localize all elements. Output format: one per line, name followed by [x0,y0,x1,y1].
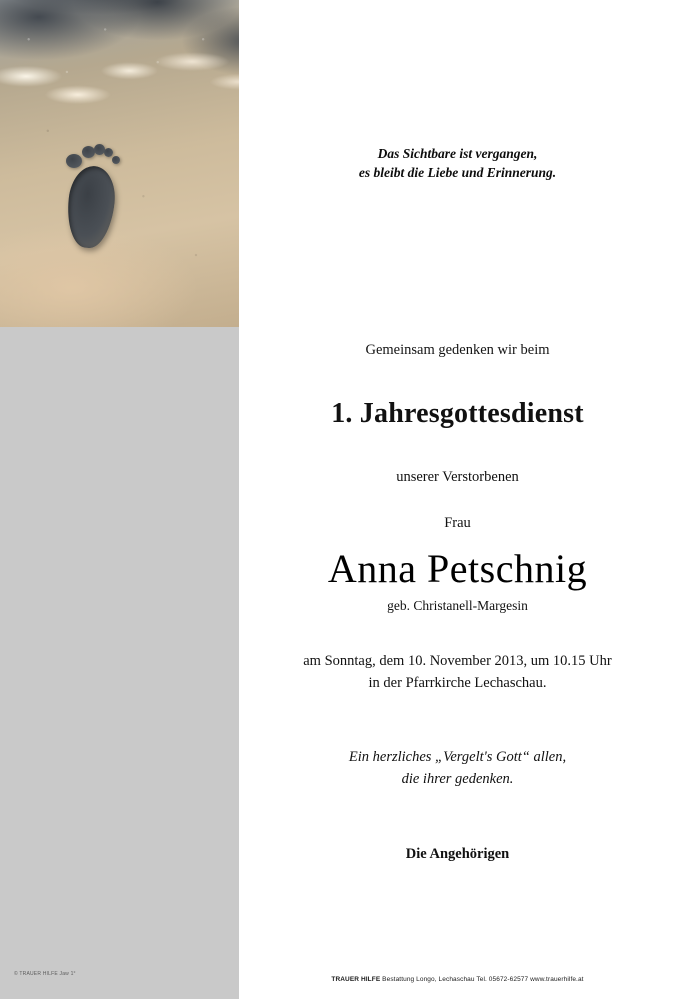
footprint-toe [66,154,82,168]
verse-block [239,144,676,182]
thanks-line-2: die ihrer gedenken. [401,771,514,787]
image-credit: © TRAUER HILFE Jaw 1° [14,971,76,977]
footer-imprint [239,976,676,983]
intro-text: Gemeinsam gedenken wir beim [365,342,550,358]
footprint-in-sand-photo [0,0,239,327]
service-details [239,650,676,694]
thanks-line-1: Ein herzliches „Vergelt's Gott“ allen, [348,749,567,765]
signature-text: Die Angehörigen [405,846,510,862]
verse-line-2: es bleibt die Liebe und Erinnerung. [358,165,557,180]
deceased-name: Anna Petschnig [327,546,588,591]
footprint-toe [104,148,113,157]
verse-line-1: Das Sichtbare ist vergangen, [377,146,538,161]
footprint-sole [64,164,118,250]
salutation-text: Frau [444,515,471,531]
occasion-title: 1. Jahresgottesdienst [331,398,584,429]
relation-text: unserer Verstorbenen [396,469,519,485]
maiden-name: geb. Christanell-Margesin [387,598,528,613]
memorial-card-page [239,0,676,999]
footprint-toe [112,156,120,164]
footer-contact: Bestattung Longo, Lechaschau Tel. 05672-62577 www.trauerhilfe.at [380,976,584,983]
footprint-shape [62,138,124,248]
service-datetime: am Sonntag, dem 10. November 2013, um 10.15 Uhr [303,653,612,669]
thanks-block [239,746,676,790]
left-panel [0,0,239,999]
footer-brand: TRAUER HILFE [331,976,381,983]
service-location: in der Pfarrkirche Lechaschau. [368,675,547,691]
